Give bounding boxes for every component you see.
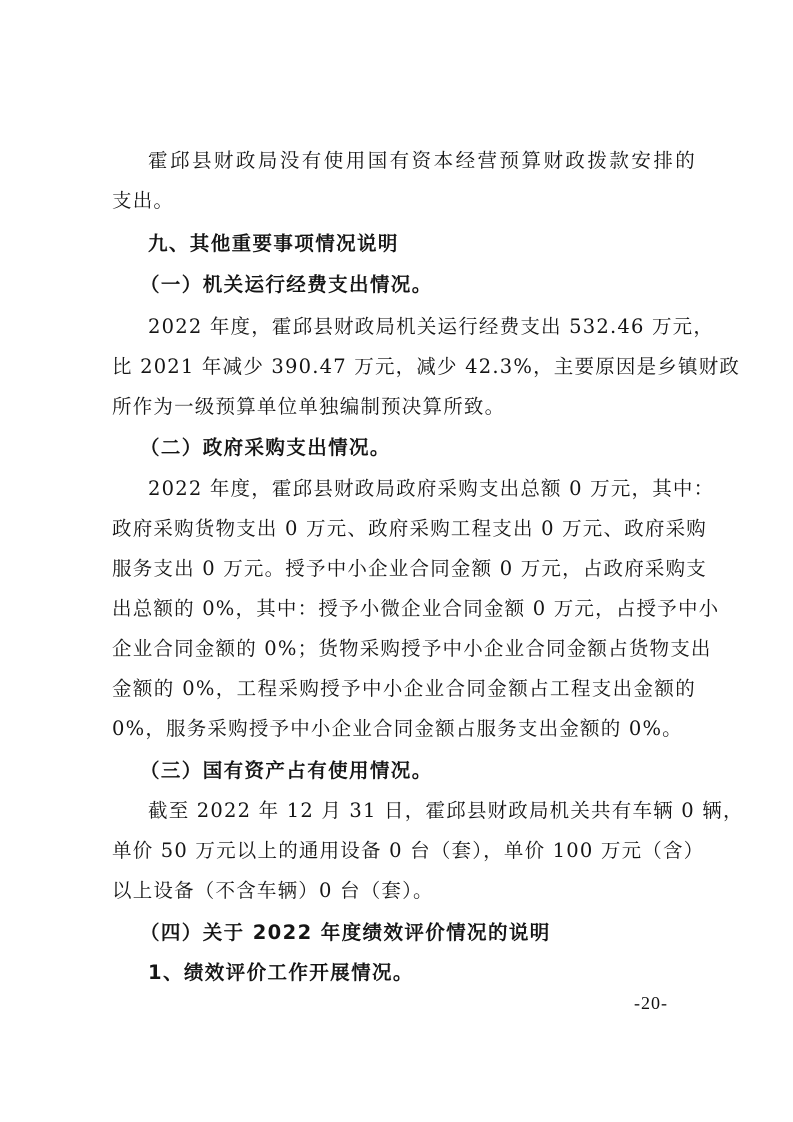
paragraph-line-7: 所作为一级预算单位单独编制预决算所致。 <box>112 395 506 418</box>
page-number: -20- <box>634 993 668 1013</box>
paragraph-line-13: 企业合同金额的 0%；货物采购授予中小企业合同金额占货物支出 <box>112 637 712 660</box>
paragraph-line-10: 政府采购货物支出 0 万元、政府采购工程支出 0 万元、政府采购 <box>112 517 708 540</box>
paragraph-line-14: 金额的 0%，工程采购授予中小企业合同金额占工程支出金额的 <box>112 677 696 700</box>
paragraph-line-12: 出总额的 0%，其中：授予小微企业合同金额 0 万元，占授予中小 <box>112 597 720 620</box>
subsection-heading-2: （二）政府采购支出情况。 <box>140 436 391 459</box>
paragraph-line-19: 以上设备（不含车辆）0 台（套）。 <box>112 879 434 902</box>
paragraph-line-2: 支出。 <box>112 189 175 212</box>
paragraph-line-18: 单价 50 万元以上的通用设备 0 台（套），单价 100 万元（含） <box>112 839 705 862</box>
paragraph-line-11: 服务支出 0 万元。授予中小企业合同金额 0 万元，占政府采购支 <box>112 557 708 580</box>
paragraph-line-15: 0%，服务采购授予中小企业合同金额占服务支出金额的 0%。 <box>112 717 683 740</box>
paragraph-line-6: 比 2021 年减少 390.47 万元，减少 42.3%，主要原因是乡镇财政 <box>112 355 741 378</box>
section-heading-9: 九、其他重要事项情况说明 <box>148 232 399 255</box>
subsection-heading-4: （四）关于 2022 年度绩效评价情况的说明 <box>140 921 551 944</box>
paragraph-line-9: 2022 年度，霍邱县财政局政府采购支出总额 0 万元，其中： <box>148 477 715 500</box>
paragraph-line-1: 霍邱县财政局没有使用国有资本经营预算财政拨款安排的 <box>148 149 696 172</box>
paragraph-line-5: 2022 年度，霍邱县财政局机关运行经费支出 532.46 万元， <box>148 315 715 338</box>
subsection-heading-4-1: 1、绩效评价工作开展情况。 <box>148 961 414 984</box>
subsection-heading-1: （一）机关运行经费支出情况。 <box>140 273 433 296</box>
subsection-heading-3: （三）国有资产占有使用情况。 <box>140 759 433 782</box>
paragraph-line-17: 截至 2022 年 12 月 31 日，霍邱县财政局机关共有车辆 0 辆， <box>148 799 744 822</box>
